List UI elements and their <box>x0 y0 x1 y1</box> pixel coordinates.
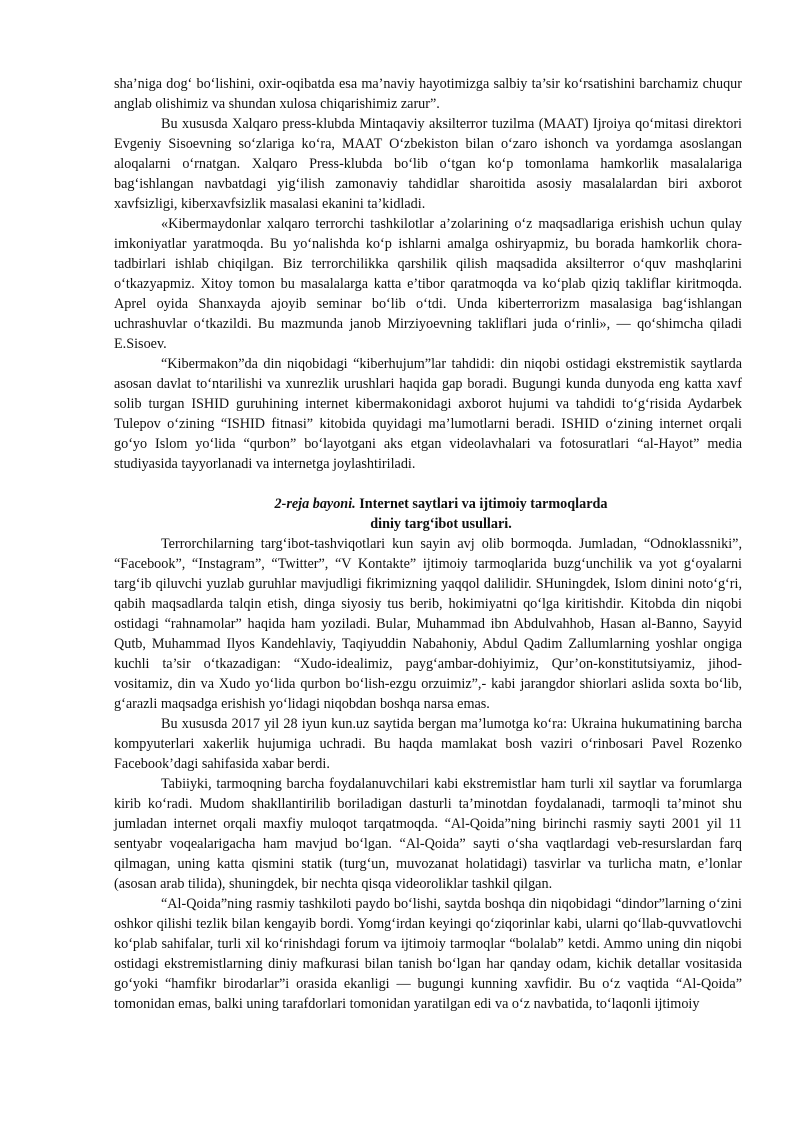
paragraph: “Kibermakon”da din niqobidagi “kiberhujum”lar tahdidi: din niqobi ostidagi ekstremistik saytlarda asosan davlat to‘ntarilishi va xunrezlik urushlari haqida gap boradi. Bugungi kunda dunyoda eng katta xavf solib turgan ISHID guruhining internet kibermakonidagi axborot hujumi va tahdidi to‘g‘risida Aydarbek Tulepov o‘zining “ISHID fitnasi” kitobida quyidagi ma’lumotlarni beradi. ISHID o‘zining internet orqali go‘yo Islom yo‘lida “qurbon” bo‘layotgani aks etgan videolavhalari va fotosuratlari “al-Hayot” media studiyasida tayyorlanadi va internetga joylashtiriladi. <box>114 356 742 472</box>
paragraph: Bu xususda 2017 yil 28 iyun kun.uz saytida bergan ma’lumotga ko‘ra: Ukraina hukumatining barcha kompyuterlari xakerlik hujumiga uchradi. Bu haqda mamlakat bosh vaziri o‘rinbosari Pavel Rozenko Facebook’dagi sahifasida xabar berdi. <box>114 716 742 772</box>
paragraph: Terrorchilarning targ‘ibot-tashviqotlari kun sayin avj olib bormoqda. Jumladan, “Odnoklassniki”, “Facebook”, “Instagram”, “Twitter”, “V Kontakte” ijtimoiy tarmoqlarida buzg‘unchilik va yot g‘oyalarni targ‘ib qiluvchi yuzlab guruhlar mavjudligi fikrimizning yaqqol dalilidir. SHuningdek, Islom dinini noto‘g‘ri, qabih maqsadlarda talqin etish, dinga siyosiy tus berib, hokimiyatni qo‘lga kiritishdir. Kitobda din niqobi ostidagi “rahnamolar” haqida ham yoziladi. Bular, Muhammad ibn Abdulvahhob, Hasan al-Banno, Sayyid Qutb, Muhammad Ilyos Kandehlaviy, Taqiyuddin Nabahoniy, Abdul Qadim Zallumlarning yoshlar ongiga kuchli ta’sir o‘tkazadigan: “Xudo-idealimiz, payg‘ambar-dohiyimiz, Qur’on-konstitutsiyamiz, jihod-vositamiz, din va Xudo yo‘lida qurbon bo‘lish-ezgu orzuimiz”,- kabi jarangdor shiorlari aslida soxta bo‘lib, g‘arazli maqsadga erishish yo‘lidagi niqobdan boshqa narsa emas. <box>114 536 742 712</box>
section-heading-title-line1: Internet saytlari va ijtimoiy tarmoqlarda <box>355 496 608 512</box>
section-spacer <box>114 474 742 494</box>
document-page <box>114 74 742 1014</box>
section-heading <box>114 494 742 534</box>
paragraph: Tabiiyki, tarmoqning barcha foydalanuvchilari kabi ekstremistlar ham turli xil saytlar va forumlarga kirib ko‘radi. Mudom shakllantirilib boriladigan dasturli ta’minotdan foydalanadi, tarmoqli ta’minot shu jumladan internet orqali maxfiy muloqot tarqatmoqda. “Al-Qoida”ning birinchi rasmiy sayti 2001 yil 11 sentyabr voqealarigacha ham mavjud bo‘lgan. “Al-Qoida” sayti o‘sha vaqtlardagi veb-resurslardan farq qilmagan, uning katta qismini statik (turg‘un, muvozanat holatidagi) tasvirlar va turlicha matn, e’lonlar (asosan arab tilida), shuningdek, bir nechta qisqa videoroliklar tashkil qilgan. <box>114 776 742 892</box>
paragraph: sha’niga dog‘ bo‘lishini, oxir-oqibatda esa ma’naviy hayotimizga salbiy ta’sir ko‘rsatishini barchamiz chuqur anglab olishimiz va shundan xulosa chiqarishimiz zarur”. <box>114 76 742 112</box>
paragraph: Bu xususda Xalqaro press-klubda Mintaqaviy aksilterror tuzilma (MAAT) Ijroiya qo‘mitasi direktori Evgeniy Sisoevning so‘zlariga ko‘ra, MAAT O‘zbekiston bilan o‘zaro ishonch va yordamga asoslangan aloqalarni o‘rnatgan. Xalqaro Press-klubda bo‘lib o‘tgan ko‘p tomonlama hamkorlik masalalariga bag‘ishlangan navbatdagi yig‘ilish zamonaviy tahdidlar sharoitida asosiy masalalardan biri axborot xavfsizligi, kiberxavfsizlik masalasi ekanini ta’kidladi. <box>114 116 742 212</box>
section-heading-label: 2-reja bayoni. <box>274 496 356 512</box>
section-heading-title-line2: diniy targ‘ibot usullari. <box>370 516 512 532</box>
paragraph: «Kibermaydonlar xalqaro terrorchi tashkilotlar a’zolarining o‘z maqsadlariga erishish uchun qulay imkoniyatlar yaratmoqda. Bu yo‘nalishda ko‘p ishlarni amalga oshiryapmiz, bu borada hamkorlik chora-tadbirlari ishlab chiqilgan. Biz terrorchilikka qarshilik qilish maqsadida aksilterror o‘quv mashqlarini o‘tkazyapmiz. Xitoy tomon bu masalalarga katta e’tibor qaratmoqda va ko‘plab qiziq takliflar kiritmoqda. Aprel oyida Shanxayda ajoyib seminar bo‘lib o‘tdi. Unda kiberterrorizm masalasiga bag‘ishlangan uchrashuvlar o‘tkazildi. Bu mazmunda janob Mirziyoevning takliflari juda o‘rinli», — qo‘shimcha qiladi E.Sisoev. <box>114 216 742 352</box>
paragraph: “Al-Qoida”ning rasmiy tashkiloti paydo bo‘lishi, saytda boshqa din niqobidagi “dindor”larning o‘zini oshkor qilishi tezlik bilan kengayib bordi. Yomg‘irdan keyingi qo‘ziqorinlar kabi, ularni qo‘llab-quvvatlovchi ko‘plab sahifalar, turli xil ko‘rinishdagi forum va ijtimoiy tarmoqlar “bolalab” ketdi. Ammo uning din niqobi ostidagi ekstremistlarning diniy mafkurasi bilan tanish bo‘lgan har qanday odam, kichik detallar vositasida go‘yoki “hamfikr birodarlar”i orasida ekanligi — bugungi kunning xavfidir. Bu o‘z vaqtida “Al-Qoida” tomonidan emas, balki uning tarafdorlari tomonidan yaratilgan edi va o‘z navbatida, to‘laqonli ijtimoiy <box>114 896 742 1012</box>
